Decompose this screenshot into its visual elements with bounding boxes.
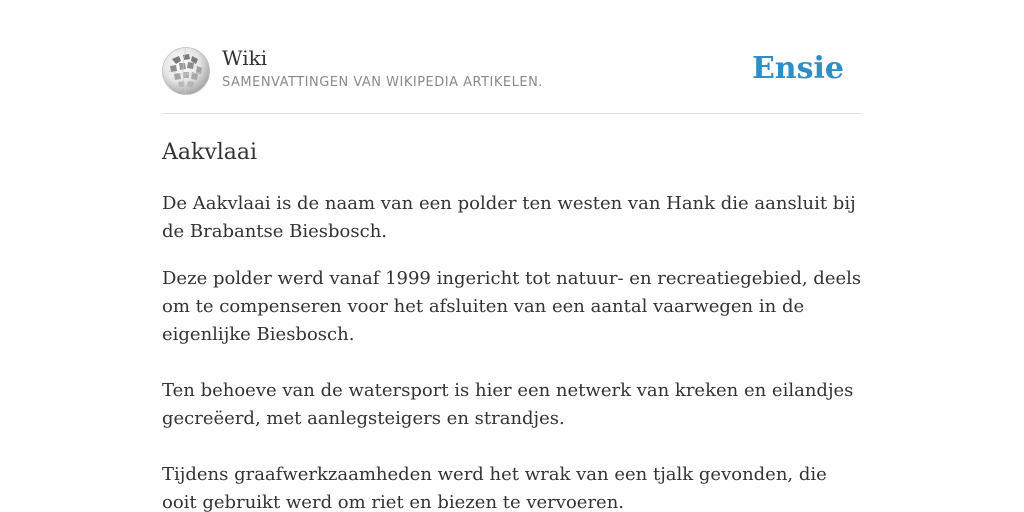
article-title: Aakvlaai — [162, 140, 258, 165]
site-title[interactable]: Wiki — [222, 46, 268, 70]
article-paragraph: Tijdens graafwerkzaamheden werd het wrak van een tjalk gevonden, die ooit gebruikt werd om riet en biezen te vervoeren. — [162, 464, 827, 512]
article-paragraph: Deze polder werd vanaf 1999 ingericht tot natuur- en recreatiegebied, deels om te compenseren voor het afsluiten van een aantal vaarwegen in de eigenlijke Biesbosch. — [162, 268, 862, 345]
article-paragraph: De Aakvlaai is de naam van een polder ten westen van Hank die aansluit bij de Brabantse Biesbosch. — [162, 193, 856, 242]
site-tagline: SAMENVATTINGEN VAN WIKIPEDIA ARTIKELEN. — [222, 75, 543, 90]
header-divider — [162, 113, 862, 114]
site-header — [162, 45, 862, 97]
ensie-brand-link[interactable]: Ensie — [751, 51, 844, 86]
wikipedia-globe-icon[interactable] — [162, 47, 210, 95]
article-body — [162, 190, 862, 512]
article-paragraph: Ten behoeve van de watersport is hier een netwerk van kreken en eilandjes gecreëerd, met aanlegsteigers en strandjes. — [162, 380, 854, 429]
